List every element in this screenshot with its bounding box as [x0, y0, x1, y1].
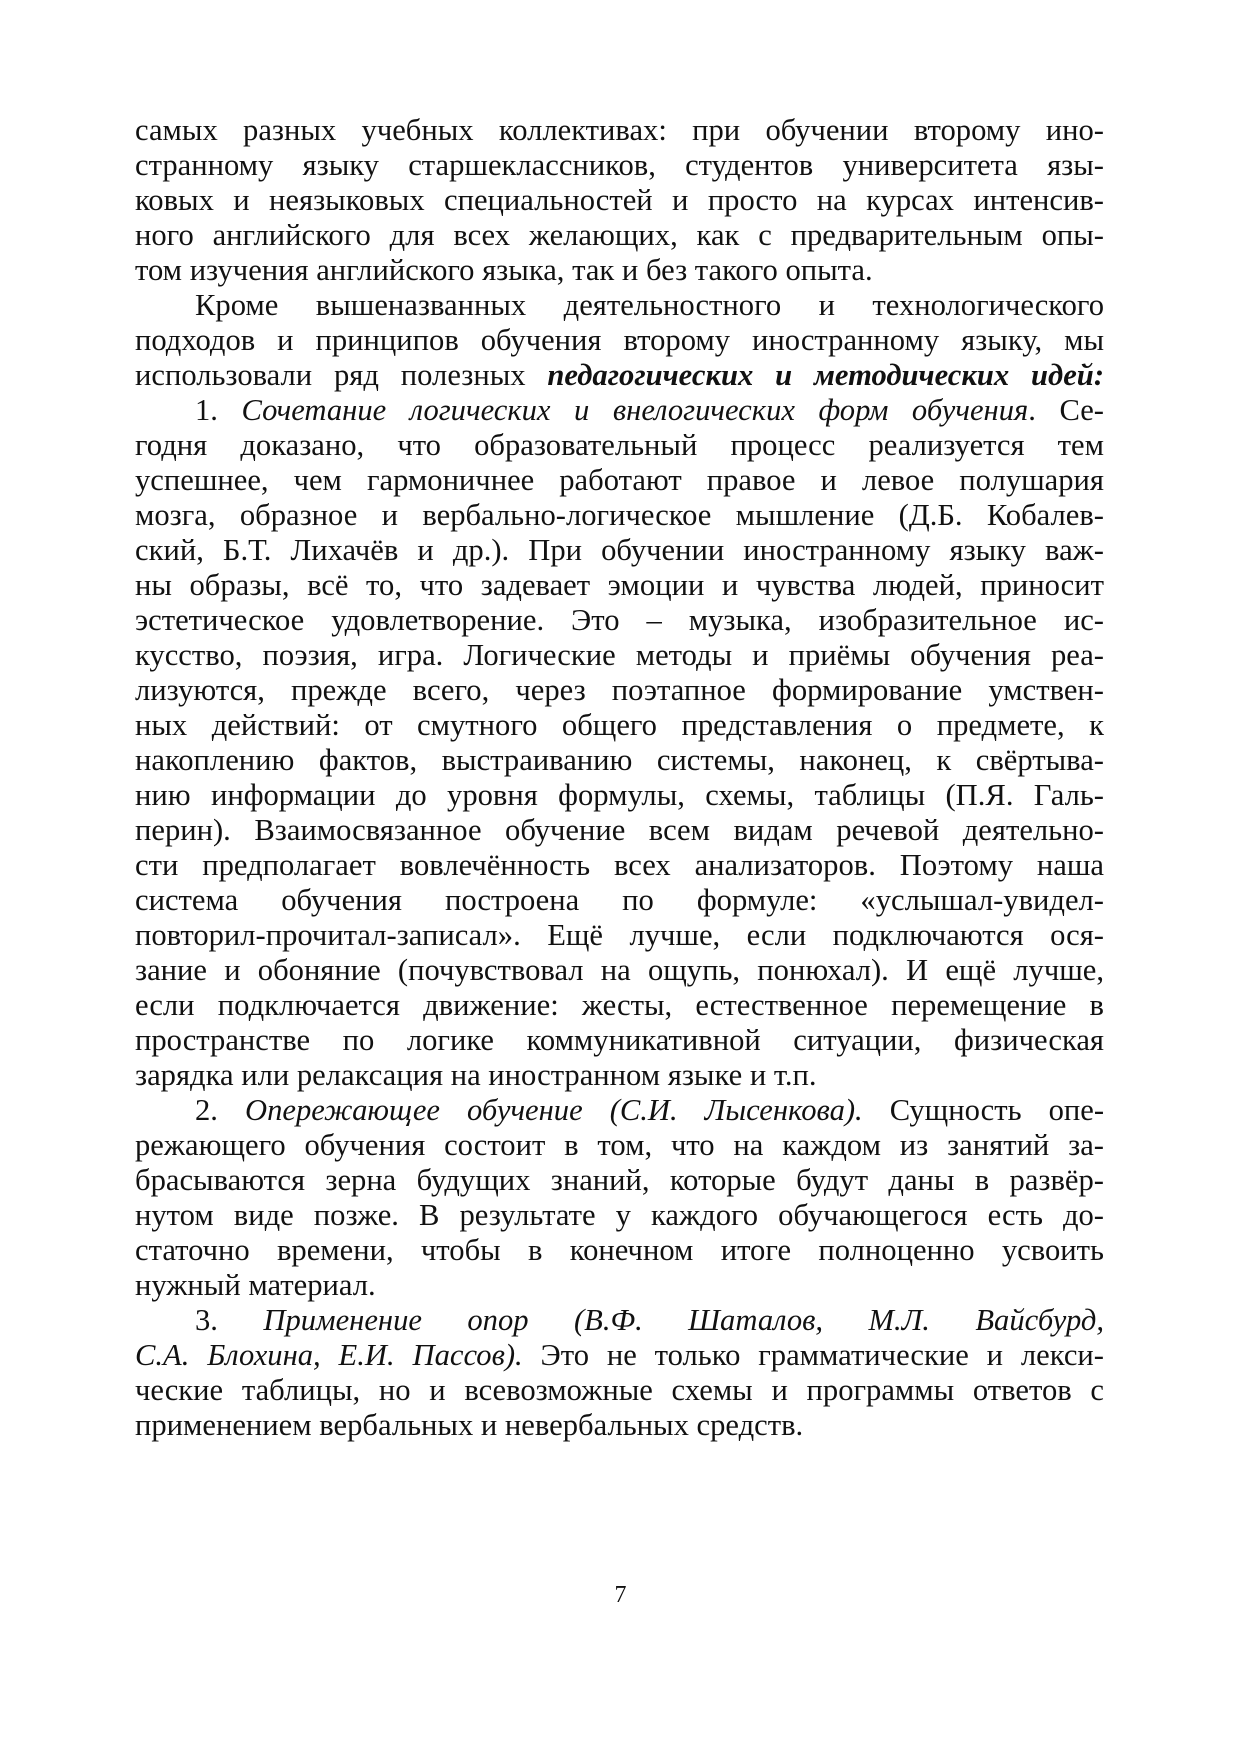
text-line: пространстве по логике коммуникативной ситуации, физическая [135, 1023, 1104, 1057]
text-line: кусство, поэзия, игра. Логические методы и приёмы обучения реа- [135, 638, 1104, 672]
list-item-3-heading [195, 1302, 1104, 1338]
text-line: мозга, образное и вербально-логическое мышление (Д.Б. Кобалев- [135, 498, 1104, 532]
text-run: Это не только грамматические и лекси- [522, 1338, 1104, 1372]
text-line: том изучения английского языка, так и без такого опыта. [135, 253, 873, 287]
text-line: ного английского для всех желающих, как с предварительным опы- [135, 218, 1104, 252]
text-line: лизуются, прежде всего, через поэтапное формирование умствен- [135, 673, 1104, 707]
text-run: . Се- [1028, 393, 1104, 427]
list-item-title: Сочетание логических и внелогических форм обучения [241, 393, 1029, 427]
text-line: нию информации до уровня формулы, схемы, таблицы (П.Я. Галь- [135, 778, 1104, 812]
list-item-2-heading [195, 1092, 1104, 1128]
list-item-1-heading [195, 392, 1104, 428]
text-line: ческие таблицы, но и всевозможные схемы и программы ответов с [135, 1373, 1104, 1407]
text-line: статочно времени, чтобы в конечном итоге полноценно усвоить [135, 1233, 1104, 1267]
text-line: применением вербальных и невербальных средств. [135, 1408, 804, 1442]
list-number: 3. [195, 1303, 264, 1337]
text-line: ных действий: от смутного общего представления о предмете, к [135, 708, 1104, 742]
text-line: перин). Взаимосвязанное обучение всем видам речевой деятельно- [135, 813, 1104, 847]
text-run: использовали ряд полезных [135, 358, 548, 392]
text-line: зание и обоняние (почувствовал на ощупь, понюхал). И ещё лучше, [135, 953, 1104, 987]
text-line: странному языку старшеклассников, студентов университета язы- [135, 148, 1104, 182]
text-line: если подключается движение: жесты, естественное перемещение в [135, 988, 1104, 1022]
text-line [135, 357, 1104, 393]
text-line: режающего обучения состоит в том, что на каждом из занятий за- [135, 1128, 1104, 1162]
list-item-title-continued: С.А. Блохина, Е.И. Пассов). [135, 1338, 523, 1372]
text-line: система обучения построена по формуле: «услышал-увидел- [135, 883, 1104, 917]
text-run: Сущность опе- [862, 1093, 1105, 1127]
text-line [135, 1337, 1104, 1373]
list-item-title: Применение опор (В.Ф. Шаталов, М.Л. Вайсбурд, [263, 1303, 1104, 1337]
text-line: брасываются зерна будущих знаний, которые будут даны в развёр- [135, 1163, 1104, 1197]
text-line: повторил-прочитал-записал». Ещё лучше, если подключаются ося- [135, 918, 1104, 952]
text-line: самых разных учебных коллективах: при обучении второму ино- [135, 113, 1104, 147]
list-number: 1. [195, 393, 242, 427]
text-line: нутом виде позже. В результате у каждого обучающегося есть до- [135, 1198, 1104, 1232]
page-number: 7 [614, 1582, 627, 1608]
text-line: годня доказано, что образовательный процесс реализуется тем [135, 428, 1104, 462]
text-line: эстетическое удовлетворение. Это – музыка, изобразительное ис- [135, 603, 1104, 637]
text-line: зарядка или релаксация на иностранном языке и т.п. [135, 1058, 817, 1092]
text-line: нужный материал. [135, 1268, 376, 1302]
list-item-title: Опережающее обучение (С.И. Лысенкова). [244, 1093, 863, 1127]
emphasis-bold-italic: педагогических и методических идей: [547, 358, 1105, 392]
text-line: Кроме вышеназванных деятельностного и технологического [195, 288, 1104, 322]
list-number: 2. [195, 1093, 245, 1127]
text-line: ковых и неязыковых специальностей и просто на курсах интенсив- [135, 183, 1104, 217]
text-line: ский, Б.Т. Лихачёв и др.). При обучении иностранному языку важ- [135, 533, 1104, 567]
text-line: ны образы, всё то, что задевает эмоции и чувства людей, приносит [135, 568, 1104, 602]
text-line: успешнее, чем гармоничнее работают правое и левое полушария [135, 463, 1104, 497]
text-line: сти предполагает вовлечённость всех анализаторов. Поэтому наша [135, 848, 1104, 882]
text-line: подходов и принципов обучения второму иностранному языку, мы [135, 323, 1104, 357]
text-line: накоплению фактов, выстраиванию системы, наконец, к свёртыва- [135, 743, 1104, 777]
